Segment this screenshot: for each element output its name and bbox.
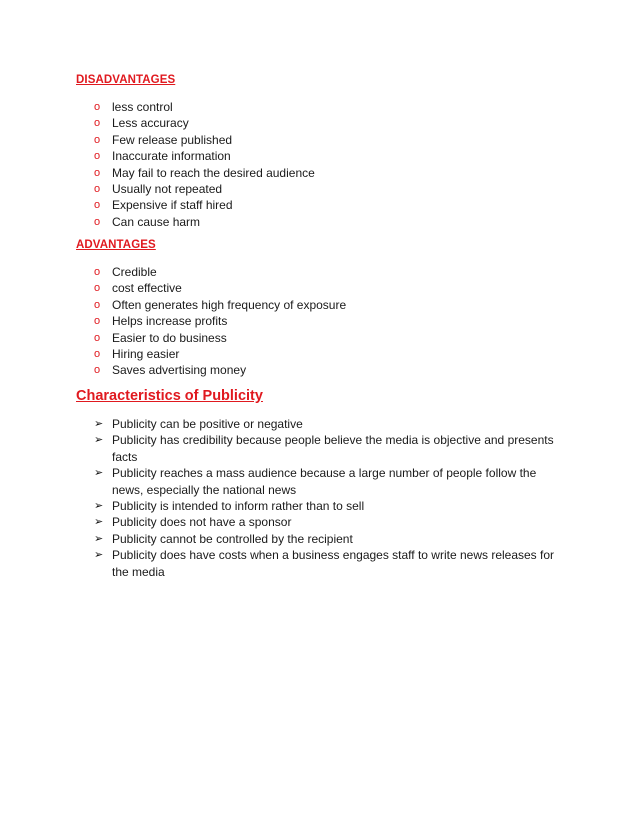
list-item-text: less control	[112, 100, 173, 114]
list-item-text: Often generates high frequency of exposure	[112, 297, 347, 312]
circle-bullet-icon: o	[94, 166, 101, 179]
arrow-bullet-icon: ➢	[94, 418, 104, 430]
list-item-text: Helps increase profits	[112, 314, 228, 329]
list-item-text: Few release published	[112, 132, 233, 147]
characteristics-list	[94, 416, 564, 580]
circle-bullet-icon: o	[94, 266, 101, 278]
list-item-text: Publicity reaches a mass audience because a large number of people follow the news, especially the national news	[112, 466, 537, 497]
list-item	[94, 99, 315, 115]
list-item-text: Publicity has credibility because people believe the media is objective and presents facts	[112, 433, 554, 464]
list-item-text: Expensive if staff hired	[112, 198, 233, 213]
list-item-text: Saves advertising money	[112, 363, 247, 378]
circle-bullet-icon: o	[94, 133, 101, 146]
list-item-text: Less accuracy	[112, 116, 189, 131]
list-item	[94, 115, 315, 131]
list-item	[94, 498, 564, 514]
list-item	[94, 465, 564, 498]
list-item-text: Can cause harm	[112, 214, 201, 229]
circle-bullet-icon: o	[94, 331, 101, 344]
list-item	[94, 297, 346, 313]
arrow-bullet-icon: ➢	[94, 549, 104, 562]
list-item-text: Publicity is intended to inform rather than to sell	[112, 499, 365, 514]
arrow-bullet-icon: ➢	[94, 500, 104, 513]
circle-bullet-icon: o	[94, 215, 101, 228]
list-item-text: Usually not repeated	[112, 181, 223, 196]
list-item	[94, 346, 346, 362]
list-item	[94, 547, 564, 580]
list-item-text: Publicity does have costs when a business engages staff to write news releases for the media	[112, 548, 555, 579]
circle-bullet-icon: o	[94, 347, 101, 360]
list-item	[94, 531, 564, 547]
list-item	[94, 514, 564, 530]
circle-bullet-icon: o	[94, 117, 101, 130]
list-item	[94, 214, 315, 230]
disadvantages-list	[94, 99, 315, 230]
arrow-bullet-icon: ➢	[94, 516, 104, 529]
list-item-text: Inaccurate information	[112, 149, 231, 164]
list-item	[94, 197, 315, 213]
list-item	[94, 280, 346, 296]
advantages-heading: ADVANTAGES	[76, 239, 156, 251]
list-item-text: cost effective	[112, 281, 182, 296]
characteristics-heading: Characteristics of Publicity	[76, 388, 263, 404]
arrow-bullet-icon: ➢	[94, 467, 104, 480]
circle-bullet-icon: o	[94, 199, 101, 212]
circle-bullet-icon: o	[94, 150, 101, 163]
list-item	[94, 432, 564, 465]
circle-bullet-icon: o	[94, 315, 101, 328]
list-item-text: Publicity does not have a sponsor	[112, 515, 292, 530]
arrow-bullet-icon: ➢	[94, 434, 104, 447]
list-item	[94, 362, 346, 378]
circle-bullet-icon: o	[94, 298, 101, 311]
arrow-bullet-icon: ➢	[94, 532, 104, 545]
circle-bullet-icon: o	[94, 182, 101, 195]
list-item-text: Credible	[112, 265, 157, 279]
list-item	[94, 313, 346, 329]
list-item-text: Publicity can be positive or negative	[112, 417, 303, 431]
list-item-text: Hiring easier	[112, 346, 180, 361]
advantages-list	[94, 264, 346, 379]
list-item-text: May fail to reach the desired audience	[112, 165, 315, 180]
list-item	[94, 132, 315, 148]
list-item-text: Publicity cannot be controlled by the recipient	[112, 531, 353, 546]
disadvantages-heading: DISADVANTAGES	[76, 74, 176, 86]
list-item	[94, 165, 315, 181]
circle-bullet-icon: o	[94, 101, 101, 113]
list-item	[94, 330, 346, 346]
list-item	[94, 264, 346, 280]
list-item	[94, 148, 315, 164]
list-item-text: Easier to do business	[112, 330, 227, 345]
list-item	[94, 416, 564, 432]
circle-bullet-icon: o	[94, 282, 101, 295]
circle-bullet-icon: o	[94, 364, 101, 377]
list-item	[94, 181, 315, 197]
